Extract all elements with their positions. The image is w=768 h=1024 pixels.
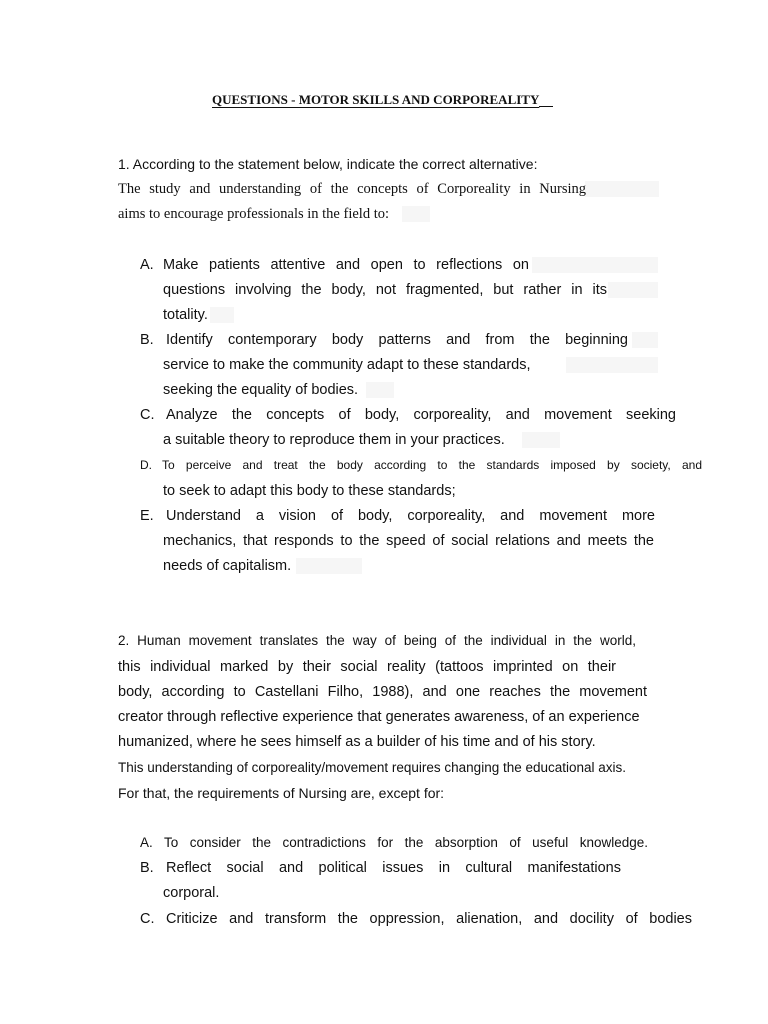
q2-line3: body, according to Castellani Filho, 1988), and one reaches the movement: [118, 684, 647, 700]
q1-option-d-line1: To perceive and treat the body according to the standards imposed by society, and: [162, 458, 702, 472]
highlight-mark: [532, 257, 658, 273]
highlight-mark: [210, 307, 234, 323]
q1-option-e-letter: E.: [140, 508, 154, 524]
q1-option-a-line1: Make patients attentive and open to reflections on: [163, 257, 529, 273]
q1-option-b-line3: seeking the equality of bodies.: [163, 382, 359, 398]
q2-line2: this individual marked by their social reality (tattoos imprinted on their: [118, 659, 616, 675]
q1-option-c-line1: Analyze the concepts of body, corporeality, and movement seeking: [166, 407, 676, 423]
highlight-mark: [585, 181, 659, 197]
highlight-mark: [402, 206, 430, 222]
highlight-mark: [296, 558, 362, 574]
q2-line4: creator through reflective experience that generates awareness, of an experience: [118, 709, 640, 725]
q2-option-b-letter: B.: [140, 860, 154, 876]
q2-option-c-line1: Criticize and transform the oppression, alienation, and docility of bodies: [166, 911, 692, 927]
q1-stem-line1: The study and understanding of the concepts of Corporeality in Nursing: [118, 181, 586, 197]
q1-option-b-letter: B.: [140, 332, 154, 348]
q1-option-d-letter: D.: [140, 458, 152, 472]
q2-option-a-line1: To consider the contradictions for the absorption of useful knowledge.: [164, 835, 648, 850]
q2-option-b-line2: corporal.: [163, 885, 220, 901]
highlight-mark: [608, 282, 658, 298]
q2-line6: This understanding of corporeality/movement requires changing the educational axis.: [118, 760, 627, 775]
highlight-mark: [632, 332, 658, 348]
q1-option-d-line2: to seek to adapt this body to these standards;: [163, 483, 456, 499]
document-title: QUESTIONS - MOTOR SKILLS AND CORPOREALITY: [212, 92, 553, 108]
q1-option-a-line3: totality.: [163, 307, 208, 323]
q1-option-b-line1: Identify contemporary body patterns and from the beginning: [166, 332, 628, 348]
q2-line1: 2. Human movement translates the way of being of the individual in the world,: [118, 633, 636, 648]
q1-option-e-line3: needs of capitalism.: [163, 558, 292, 574]
q1-option-a-line2: questions involving the body, not fragmented, but rather in its: [163, 282, 607, 298]
q2-line5: humanized, where he sees himself as a builder of his time and of his story.: [118, 734, 596, 750]
highlight-mark: [566, 357, 658, 373]
q2-option-c-letter: C.: [140, 911, 155, 927]
q1-option-a-letter: A.: [140, 257, 154, 273]
q1-option-e-line2: mechanics, that responds to the speed of social relations and meets the: [163, 533, 654, 549]
highlight-mark: [366, 382, 394, 398]
q1-option-e-line1: Understand a vision of body, corporeality, and movement more: [166, 508, 655, 524]
q1-stem-line2: aims to encourage professionals in the field to:: [118, 206, 389, 222]
q2-line7: For that, the requirements of Nursing are, except for:: [118, 785, 445, 801]
highlight-mark: [522, 432, 560, 448]
q1-intro: 1. According to the statement below, indicate the correct alternative:: [118, 156, 538, 172]
q1-option-b-line2: service to make the community adapt to these standards,: [163, 357, 531, 373]
q2-option-a-letter: A.: [140, 835, 153, 850]
q2-option-b-line1: Reflect social and political issues in cultural manifestations: [166, 860, 621, 876]
q1-option-c-letter: C.: [140, 407, 155, 423]
q1-option-c-line2: a suitable theory to reproduce them in your practices.: [163, 432, 505, 448]
